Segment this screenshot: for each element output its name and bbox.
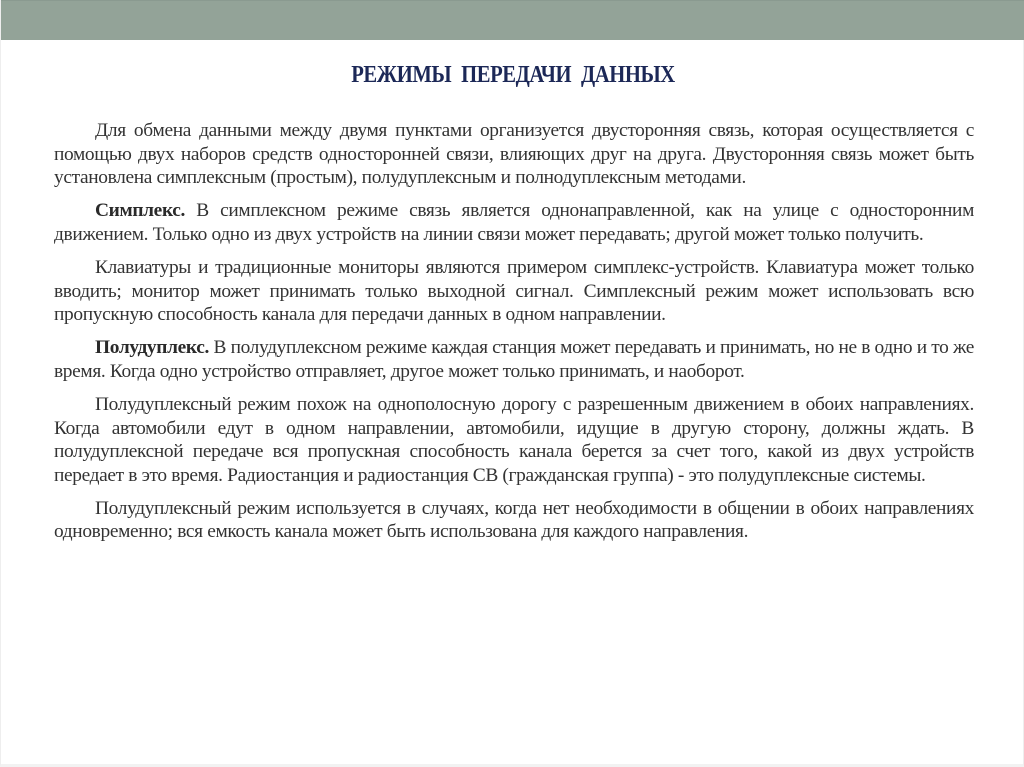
slide-body <box>54 119 974 554</box>
paragraph-text: Полудуплексный режим похож на однополосную дорогу с разрешенным движением в обоих направлениях. Когда автомобили едут в одном направлении, автомобили, идущие в другую сторону, должны ждать. В полудуплексной передаче вся пропускная способность канала берется за счет того, какой из двух устройств передает в это время. Радиостанция и радиостанция СВ (гражданская группа) - это полудуплексные системы. <box>54 393 974 486</box>
paragraph-simplex-examples <box>54 256 974 327</box>
paragraph-simplex <box>54 199 974 246</box>
paragraph-lead: Полудуплекс. <box>95 337 209 359</box>
paragraph-lead: Симплекс. <box>95 200 186 222</box>
slide-title: РЕЖИМЫ ПЕРЕДАЧИ ДАННЫХ <box>351 62 675 88</box>
paragraph-text: Полудуплексный режим используется в случаях, когда нет необходимости в общении в обоих направлениях одновременно; вся емкость канала может быть использована для каждого направления. <box>54 497 974 543</box>
paragraph-half-duplex <box>54 336 974 383</box>
paragraph-text: Для обмена данными между двумя пунктами организуется двусторонняя связь, которая осуществляется с помощью двух наборов средств односторонней связи, влияющих друг на друга. Двусторонняя связь может быть установлена симплексным (простым), полудуплексным и полнодуплексным методами. <box>54 120 974 189</box>
paragraph-half-duplex-usage <box>54 497 974 544</box>
paragraph-text: В полудуплексном режиме каждая станция может передавать и принимать, но не в одно и то же время. Когда одно устройство отправляет, другое может только принимать, и наоборот. <box>54 337 974 382</box>
paragraph-text: В симплексном режиме связь является однонаправленной, как на улице с односторонним движением. Только одно из двух устройств на линии связи может передавать; другой может только получить. <box>54 200 974 245</box>
paragraph-text: Клавиатуры и традиционные мониторы являются примером симплекс-устройств. Клавиатура может только вводить; монитор может принимать только выходной сигнал. Симплексный режим может использовать всю пропускную способность канала для передачи данных в одном направлении. <box>54 256 974 326</box>
paragraph-half-duplex-analogy <box>54 393 974 487</box>
header-bar <box>1 0 1024 40</box>
paragraph-intro <box>54 119 974 190</box>
